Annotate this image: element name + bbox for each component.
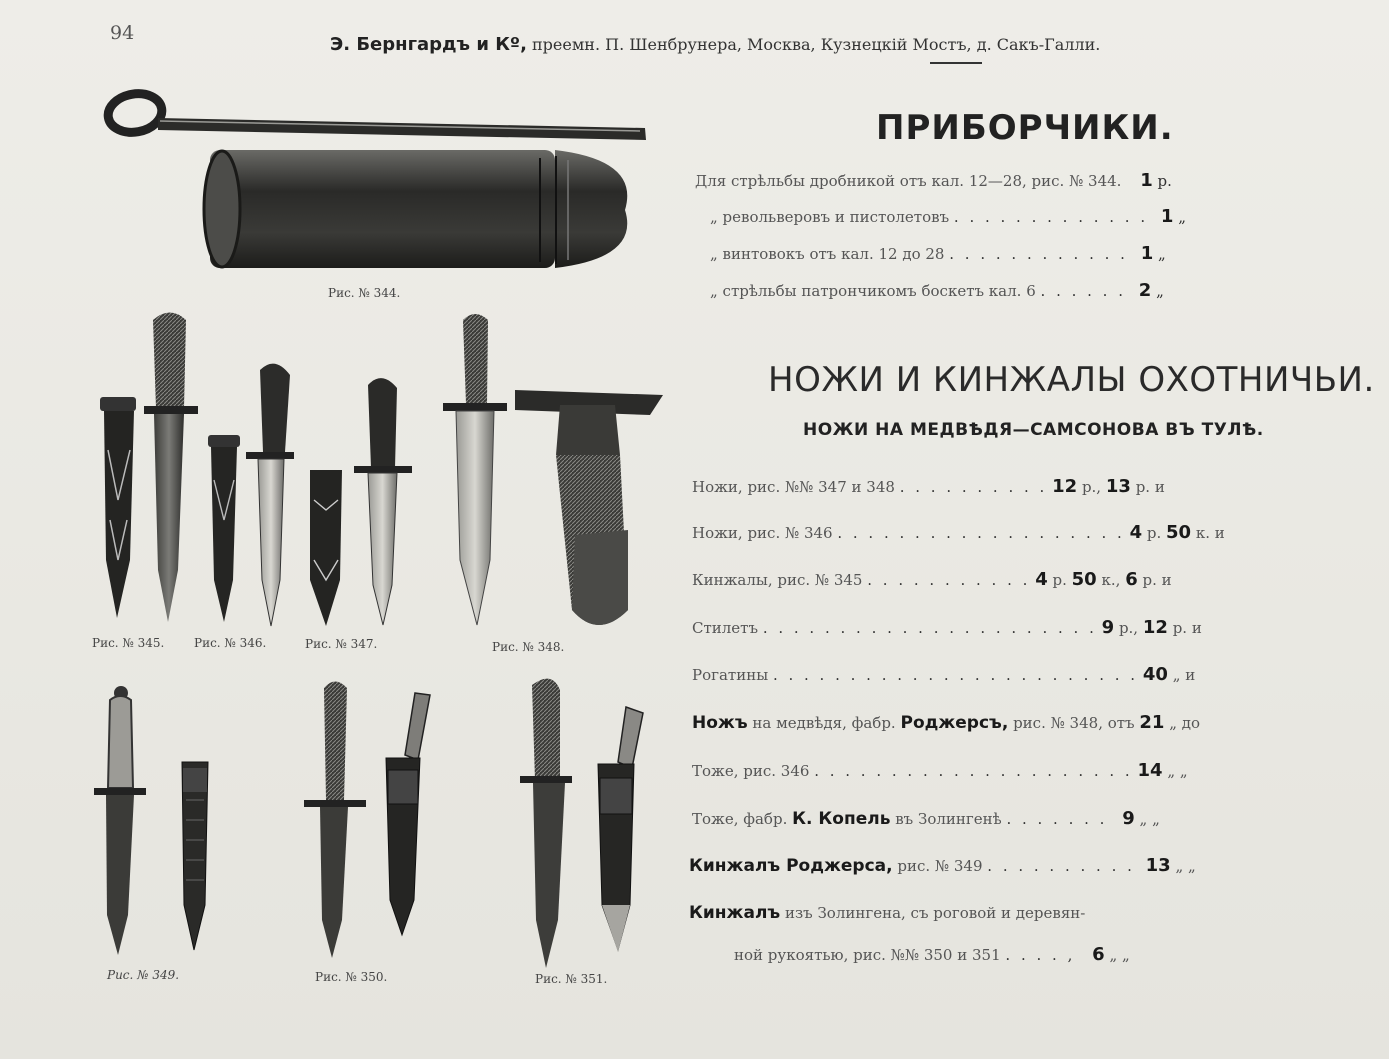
row-price: 9 bbox=[1101, 617, 1115, 638]
row-price: 4 bbox=[1129, 522, 1143, 543]
row-unit: р. и bbox=[1172, 619, 1202, 637]
row-price: 6 bbox=[1092, 944, 1105, 965]
row-description: Кинжалы, рис. № 345 bbox=[692, 571, 863, 589]
figure-caption-349: Рис. № 349. bbox=[107, 968, 180, 982]
figure-caption-346: Рис. № 346. bbox=[194, 636, 267, 650]
row-unit: „ „ bbox=[1175, 857, 1196, 875]
page-number: 94 bbox=[110, 22, 135, 44]
row-description-continued: ной рукоятью, рис. №№ 350 и 351 bbox=[734, 946, 1001, 964]
row-unit: р., bbox=[1118, 619, 1139, 637]
row-description: Ножи, рис. №№ 347 и 348 bbox=[692, 478, 895, 496]
row-unit: р. и bbox=[1135, 478, 1165, 496]
row-description-2: рис. № 348, отъ bbox=[1013, 714, 1135, 732]
row-price: 1 bbox=[1140, 243, 1154, 264]
row-description: Тоже, фабр. bbox=[692, 810, 788, 828]
row-description: рис. № 349 bbox=[897, 857, 983, 875]
row-unit: р. и bbox=[1142, 571, 1172, 589]
row-price-alt: 6 bbox=[1125, 569, 1138, 590]
figure-349-illustration bbox=[94, 686, 208, 955]
row-price: 9 bbox=[1122, 808, 1135, 829]
row-maker: К. Копель bbox=[792, 809, 891, 829]
row-lead: Кинжалъ bbox=[689, 903, 781, 923]
section-title-knives: НОЖИ И КИНЖАЛЫ ОХОТНИЧЬИ. bbox=[768, 360, 1375, 400]
row-price: 12 bbox=[1052, 476, 1078, 497]
figure-caption-348: Рис. № 348. bbox=[492, 640, 565, 654]
price-row: Рогатины . . . . . . . . . . . . . . . . . . . . . . . . 40 „ и bbox=[692, 664, 1196, 685]
row-unit: „ „ bbox=[1167, 762, 1188, 780]
price-row-continuation: ной рукоятью, рис. №№ 350 и 351 . . . . , 6 „ „ bbox=[734, 944, 1130, 965]
price-row bbox=[695, 170, 1172, 191]
row-unit: к. и bbox=[1195, 524, 1225, 542]
row-lead: Ножъ bbox=[692, 713, 748, 733]
figure-347-illustration bbox=[310, 378, 412, 626]
row-price-alt: 50 bbox=[1166, 522, 1192, 543]
row-unit: р., bbox=[1081, 478, 1102, 496]
price-row: Ножи, рис. №№ 347 и 348 . . . . . . . . . . 12 р., 13 р. и bbox=[692, 476, 1165, 497]
section-title-instruments: ПРИБОРЧИКИ. bbox=[876, 108, 1174, 148]
figure-348-illustration bbox=[443, 314, 663, 625]
row-description: „ револьверовъ и пистолетовъ bbox=[710, 208, 950, 226]
figure-344-illustration bbox=[105, 90, 646, 268]
row-unit: „ и bbox=[1172, 666, 1196, 684]
row-unit: „ „ bbox=[1109, 946, 1130, 964]
row-price: 1 bbox=[1140, 170, 1153, 191]
price-row: Тоже, фабр. К. Копель въ Золингенѣ . . . . . . . 9 „ „ bbox=[692, 808, 1160, 829]
row-description: на медвѣдя, фабр. bbox=[752, 714, 896, 732]
row-description: „ стрѣльбы патрончикомъ боскетъ кал. 6 bbox=[710, 282, 1036, 300]
row-price: 21 bbox=[1139, 712, 1165, 733]
firm-name: Э. Бернгардъ и Кº, bbox=[330, 34, 527, 55]
price-row: „ револьверовъ и пистолетовъ . . . . . . . . . . . . . 1 „ bbox=[710, 206, 1186, 227]
row-unit: „ bbox=[1156, 282, 1164, 300]
figure-caption-345: Рис. № 345. bbox=[92, 636, 165, 650]
row-description-2: въ Золингенѣ bbox=[895, 810, 1002, 828]
figure-345-illustration bbox=[100, 313, 198, 623]
price-row: „ винтовокъ отъ кал. 12 до 28 . . . . . . . . . . . . 1 „ bbox=[710, 243, 1166, 264]
row-unit: „ bbox=[1178, 208, 1186, 226]
row-unit: „ bbox=[1158, 245, 1166, 263]
row-price: 1 bbox=[1160, 206, 1174, 227]
subsection-title: НОЖИ НА МЕДВѢДЯ—САМСОНОВА ВЪ ТУЛѢ. bbox=[803, 420, 1264, 440]
row-description: Стилетъ bbox=[692, 619, 759, 637]
price-row: Кинжалы, рис. № 345 . . . . . . . . . . . 4 р. 50 к., 6 р. и bbox=[692, 569, 1172, 590]
row-maker: Роджерсъ, bbox=[900, 713, 1009, 733]
row-lead: Кинжалъ Роджерса, bbox=[689, 856, 893, 876]
price-row bbox=[692, 712, 1200, 733]
price-row: Тоже, рис. 346 . . . . . . . . . . . . . . . . . . . . . 14 „ „ bbox=[692, 760, 1188, 781]
row-price: 13 bbox=[1145, 855, 1171, 876]
figure-caption-347: Рис. № 347. bbox=[305, 637, 378, 651]
row-unit: р. bbox=[1146, 524, 1162, 542]
row-description: изъ Золингена, съ роговой и деревян- bbox=[784, 904, 1086, 922]
row-price: 4 bbox=[1035, 569, 1048, 590]
price-row: Стилетъ . . . . . . . . . . . . . . . . . . . . . . 9 р., 12 р. и bbox=[692, 617, 1202, 638]
figure-351-illustration bbox=[520, 679, 643, 968]
row-price-alt: 13 bbox=[1105, 476, 1131, 497]
row-description: Ножи, рис. № 346 bbox=[692, 524, 833, 542]
price-row: Кинжалъ Роджерса, рис. № 349 . . . . . . . . . . 13 „ „ bbox=[689, 855, 1196, 876]
row-unit: к., bbox=[1101, 571, 1121, 589]
row-unit: р. bbox=[1157, 172, 1172, 190]
firm-address: преемн. П. Шенбрунера, Москва, Кузнецкій Мостъ, д. Сакъ-Галли. bbox=[532, 35, 1101, 54]
figure-caption-350: Рис. № 350. bbox=[315, 970, 388, 984]
row-price: 2 bbox=[1138, 280, 1152, 301]
row-price: 40 bbox=[1142, 664, 1168, 685]
row-unit: „ „ bbox=[1139, 810, 1160, 828]
figure-caption-344: Рис. № 344. bbox=[328, 286, 401, 300]
row-description: Для стрѣльбы дробникой отъ кал. 12—28, рис. № 344. bbox=[695, 172, 1122, 190]
row-description: Рогатины bbox=[692, 666, 769, 684]
row-price-alt: 12 bbox=[1142, 617, 1168, 638]
row-price: 14 bbox=[1137, 760, 1163, 781]
price-row: Ножи, рис. № 346 . . . . . . . . . . . . . . . . . . . 4 р. 50 к. и bbox=[692, 522, 1225, 543]
row-price-alt: 50 bbox=[1071, 569, 1097, 590]
price-row bbox=[689, 903, 1085, 923]
row-description: Тоже, рис. 346 bbox=[692, 762, 810, 780]
row-unit: „ до bbox=[1169, 714, 1201, 732]
figure-350-illustration bbox=[304, 682, 430, 959]
price-row: „ стрѣльбы патрончикомъ боскетъ кал. 6 . . . . . . 2 „ bbox=[710, 280, 1164, 301]
figure-346-illustration bbox=[208, 364, 294, 626]
figure-caption-351: Рис. № 351. bbox=[535, 972, 608, 986]
row-unit: р. bbox=[1052, 571, 1067, 589]
row-description: „ винтовокъ отъ кал. 12 до 28 bbox=[710, 245, 945, 263]
